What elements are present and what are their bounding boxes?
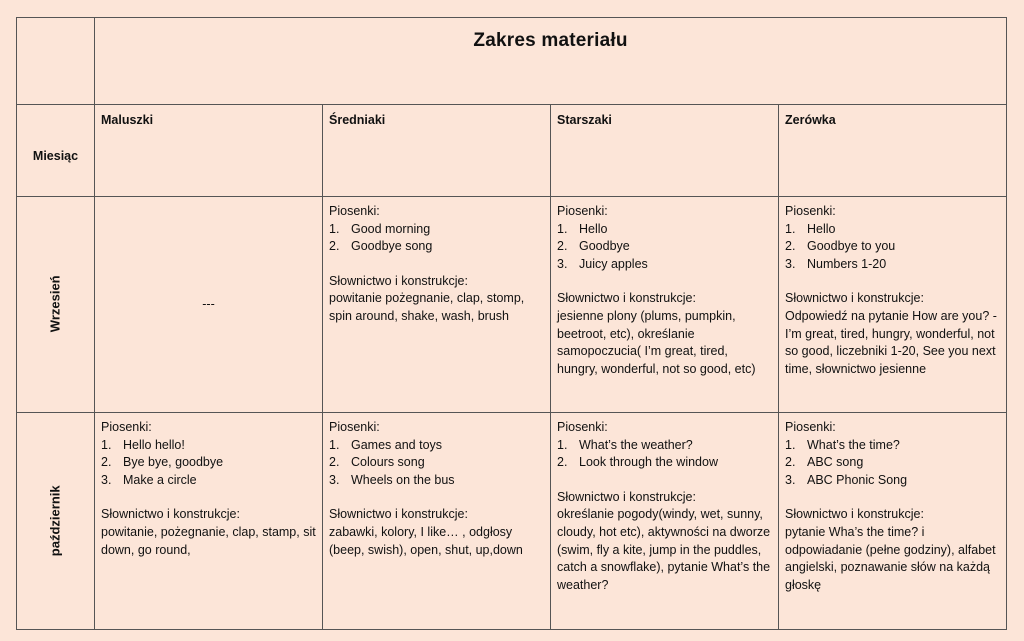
songs-label: Piosenki: [557,204,608,218]
vocab-label: Słownictwo i konstrukcje: [557,291,696,306]
song-item: 3. Numbers 1-20 [785,256,887,271]
group-header-starszaki: Starszaki [551,105,779,197]
vocab-label: Słownictwo i konstrukcje: [785,291,924,306]
vocab-label: Słownictwo i konstrukcje: [785,507,924,522]
vocab-text: zabawki, kolory, I like… , odgłosy (beep, swish), open, shut, up,down [329,524,523,557]
song-item: 1. Hello [785,221,836,236]
song-list [785,221,1000,274]
vocab-block [329,506,544,559]
song-list [329,221,544,256]
vocab-text: jesienne plony (plums, pumpkin, beetroot, etc), określanie samopoczucia( I’m great, tired, hungry, wonderful, not so good, etc) [557,308,756,376]
vocab-block [785,506,1000,594]
vocab-block [785,290,1000,378]
songs-label: Piosenki: [329,204,380,218]
songs-label: Piosenki: [785,420,836,434]
song-item: 1. Hello hello! [101,437,185,452]
song-item: 2. Goodbye song [329,239,433,254]
content-cell [779,197,1007,413]
content-cell [95,413,323,630]
song-item: 2. Look through the window [557,455,718,470]
table-row [17,413,1007,630]
month-label: Wrzesień [47,275,63,333]
vocab-text: pytanie Wha’s the time? i odpowiadanie (pełne godziny), alfabet angielski, poznawanie słów na każdą głoskę [785,524,996,592]
vocab-label: Słownictwo i konstrukcje: [101,507,240,522]
table-row [17,197,1007,413]
empty-marker: --- [202,296,215,311]
month-header-cell [17,105,95,197]
vocab-text: Odpowiedź na pytanie How are you? - I’m great, tired, hungry, wonderful, not so good, liczebniki 1-20, See you next time, słownictwo jesienne [785,308,997,376]
song-item: 3. Juicy apples [557,256,648,271]
song-list [785,437,1000,490]
vocab-text: powitanie pożegnanie, clap, stomp, spin around, shake, wash, brush [329,291,525,323]
song-item: 1. What’s the time? [785,437,900,452]
content-cell [779,413,1007,630]
songs-label: Piosenki: [101,420,152,434]
content-cell [323,197,551,413]
vocab-block [329,273,544,326]
song-item: 3. ABC Phonic Song [785,472,908,487]
song-list [101,437,316,490]
song-item: 2. ABC song [785,455,864,470]
content-cell [323,413,551,630]
song-item: 1. Hello [557,221,608,236]
song-item: 2. Goodbye [557,239,630,254]
vocab-label: Słownictwo i konstrukcje: [557,489,696,504]
song-item: 3. Make a circle [101,472,197,487]
song-item: 1. What’s the weather? [557,437,693,452]
song-item: 2. Colours song [329,455,425,470]
song-list [557,221,772,274]
curriculum-table [16,17,1007,630]
month-cell [17,197,95,413]
title-cell [95,18,1007,105]
corner-cell [17,18,95,105]
songs-label: Piosenki: [557,420,608,434]
month-header: Miesiąc [32,148,79,163]
vocab-block [557,290,772,378]
table-title: Zakres materiału [473,30,628,51]
month-cell [17,413,95,630]
vocab-block [101,506,316,559]
vocab-block [557,489,772,595]
song-item: 1. Good morning [329,221,431,236]
vocab-text: powitanie, pożegnanie, clap, stamp, sit down, go round, [101,524,316,557]
songs-label: Piosenki: [329,420,380,434]
song-list [329,437,544,490]
group-header-sredniaki: Średniaki [323,105,551,197]
vocab-label: Słownictwo i konstrukcje: [329,507,468,522]
song-item: 1. Games and toys [329,437,443,452]
content-cell [551,197,779,413]
content-cell [95,197,323,413]
group-header-maluszki: Maluszki [95,105,323,197]
song-item: 2. Goodbye to you [785,239,896,254]
songs-label: Piosenki: [785,204,836,218]
month-label: październik [47,485,63,556]
content-cell [551,413,779,630]
vocab-label: Słownictwo i konstrukcje: [329,273,468,288]
song-item: 3. Wheels on the bus [329,472,455,487]
vocab-text: określanie pogody(windy, wet, sunny, cloudy, hot etc), aktywności na dworze (swim, fly a kite, jump in the puddles, catch a snowflake), pytanie What’s the weather? [557,507,771,592]
song-item: 2. Bye bye, goodbye [101,455,224,470]
group-header-zerowka: Zerówka [779,105,1007,197]
song-list [557,437,772,472]
